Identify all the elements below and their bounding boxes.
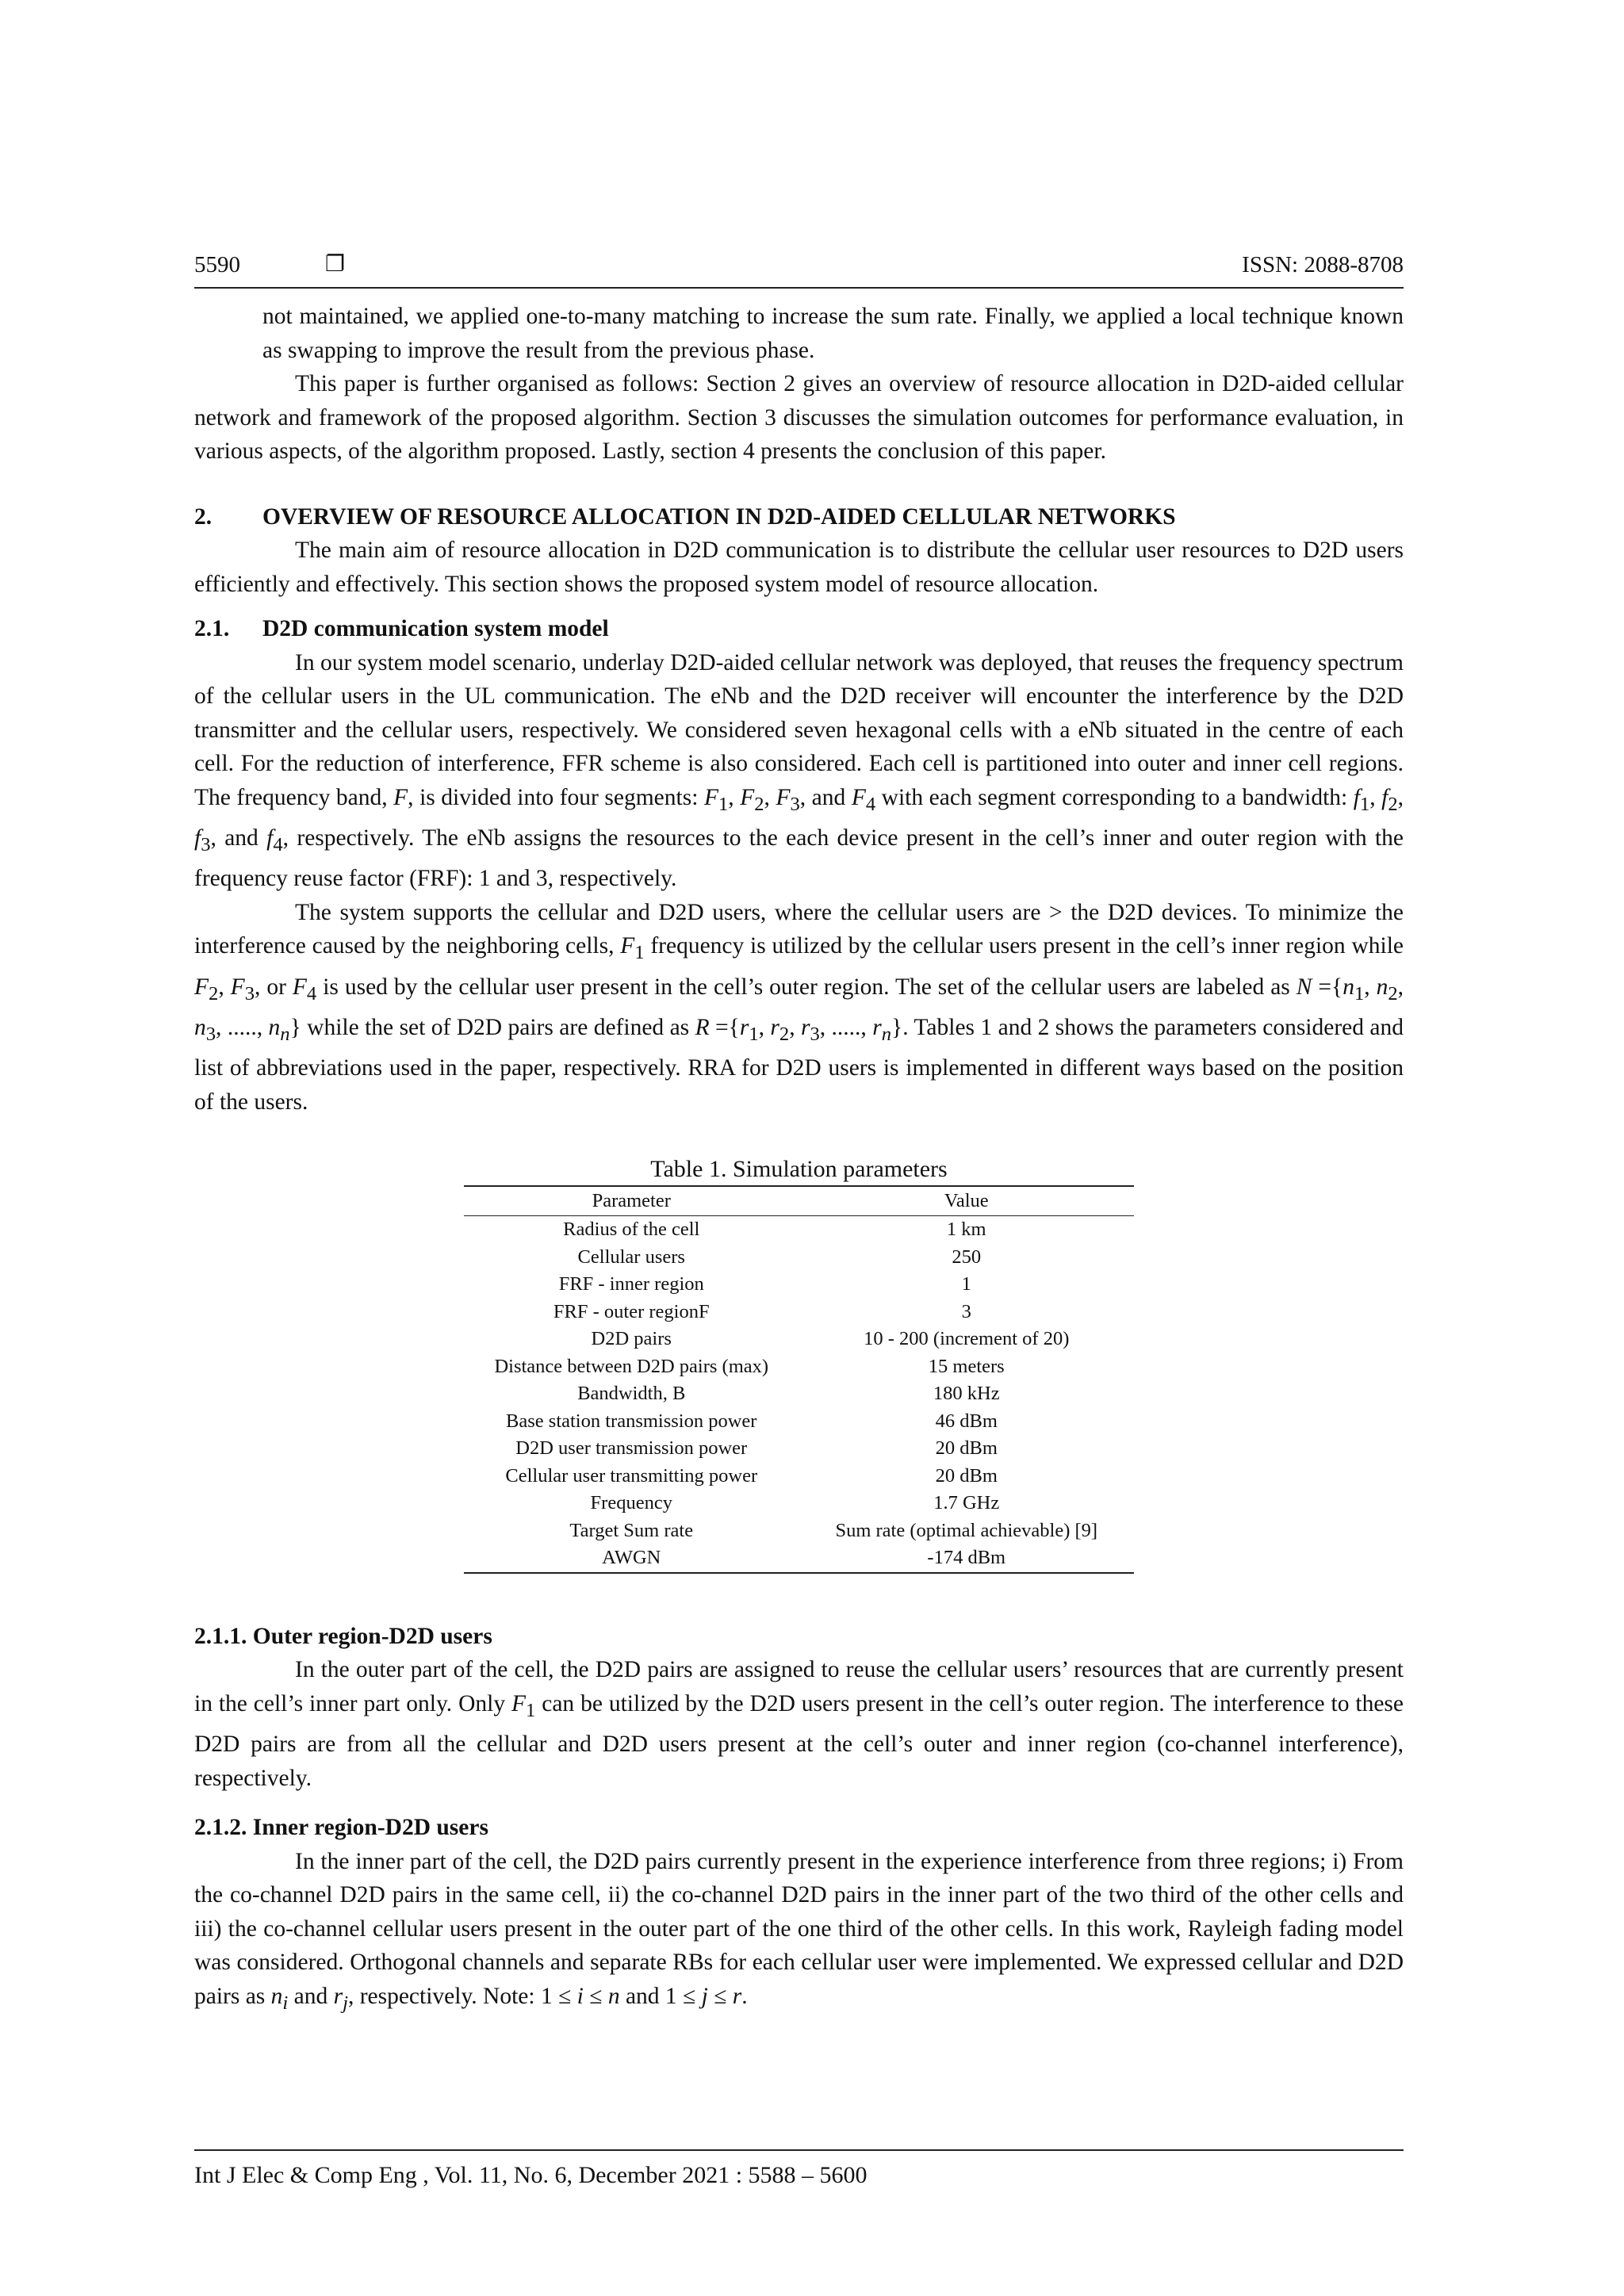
value-cell: 46 dBm [935,1410,998,1432]
table-row [464,1490,1134,1517]
subsubsection-heading: 2.1.1. Outer region-D2D users [194,1623,492,1649]
parameter-cell: Bandwidth, B [577,1383,686,1405]
page [194,252,1404,2020]
subsection-title: D2D communication system model [262,616,609,641]
value-cell: Sum rate (optimal achievable) [9] [835,1519,1098,1541]
page-footer [194,2149,1404,2189]
body-text [194,300,1404,2020]
table-row [464,1544,1134,1573]
box-icon: ❐ [325,251,346,277]
value-cell: 20 dBm [935,1464,998,1487]
table-caption: Table 1. Simulation parameters [650,1156,948,1183]
issn: ISSN: 2088-8708 [1242,252,1404,277]
parameter-cell: Target Sum rate [569,1519,694,1541]
table-row [464,1299,1134,1326]
parameter-cell: Cellular users [577,1246,685,1268]
value-cell: 20 dBm [935,1437,998,1460]
paragraph: The system supports the cellular and D2D users, where the cellular users are > the D2D devices. To minimize the interference caused by the neighboring cells, $F_1$ frequency is utilized by the cellular users present in the cell’s inner region while $F_2$, $F_3$, or $F_4$ is used by the cellular user present in the cell’s outer region. The set of the cellular users are labeled as $N =\{n_1$, $n_2$, $n_3$, ....., $n_n$} while the set of D2D pairs are defined as $R =\{r_1$, $r_2$, $r_3$, ....., $r_n$}. Tables 1 and 2 shows the parameters considered and list of abbreviations used in the paper, respectively. RRA for D2D users is implemented in different ways based on the position of the users. [194,899,1404,1115]
table-row [464,1244,1134,1272]
subsection-number: 2.1. [194,616,230,641]
paragraph: In our system model scenario, underlay D2D-aided cellular network was deployed, that reuses the frequency spectrum of the cellular users in the UL communication. The eNb and the D2D receiver will encounter the interference by the D2D transmitter and the cellular users, respectively. We considered seven hexagonal cells with a eNb situated in the centre of each cell. For the reduction of interference, FFR scheme is also considered. Each cell is partitioned into outer and inner cell regions. The frequency band, F, is divided into four segments: $F_1$, $F_2$, $F_3$, and $F_4$ with each segment corresponding to a bandwidth: $f_1$, $f_2$, $f_3$, and $f_4$, respectively. The eNb assigns the resources to the each device present in the cell’s inner and outer region with the frequency reuse factor (FRF): 1 and 3, respectively. [194,649,1404,892]
table-row [464,1435,1134,1463]
table-header-row [464,1186,1134,1216]
table-row [464,1326,1134,1353]
column-header: Value [799,1186,1135,1216]
parameter-cell: Radius of the cell [563,1219,700,1241]
parameter-cell: Cellular user transmitting power [505,1464,758,1487]
subsection-heading [194,612,1404,646]
paragraph: not maintained, we applied one-to-many matching to increase the sum rate. Finally, we applied a local technique known as swapping to improve the result from the previous phase. [262,304,1404,363]
parameter-cell: FRF - outer regionF [553,1300,710,1322]
table-row [464,1271,1134,1299]
simulation-parameters-table [464,1185,1134,1574]
paragraph: The main aim of resource allocation in D2D communication is to distribute the cellular user resources to D2D users efficiently and effectively. This section shows the proposed system model of resource allocation. [194,538,1404,597]
section-title: OVERVIEW OF RESOURCE ALLOCATION IN D2D-AIDED CELLULAR NETWORKS [262,503,1176,530]
paragraph: In the outer part of the cell, the D2D pairs are assigned to reuse the cellular users’ resources that are currently present in the cell’s inner part only. Only $F_1$ can be utilized by the D2D users present in the cell’s outer region. The interference to these D2D pairs are from all the cellular and D2D users present at the cell’s outer and inner region (co-channel interference), respectively. [194,1657,1404,1791]
value-cell: 250 [952,1246,982,1268]
section-heading [194,500,1404,534]
table-row [464,1216,1134,1244]
parameter-cell: FRF - inner region [558,1273,704,1295]
parameter-cell: AWGN [464,1544,799,1573]
parameter-cell: Base station transmission power [506,1410,757,1432]
value-cell: 3 [961,1300,971,1322]
table-row [464,1517,1134,1545]
value-cell: 15 meters [928,1355,1005,1377]
table-row [464,1380,1134,1408]
paragraph: In the inner part of the cell, the D2D pairs currently present in the experience interference from three regions; i) From the co-channel D2D pairs in the same cell, ii) the co-channel D2D pairs in the inner part of the two third of the other cells and iii) the co-channel cellular users present in the outer part of the one third of the other cells. In this work, Rayleigh fading model was considered. Orthogonal channels and separate RBs for each cellular user were implemented. We expressed cellular and D2D pairs as $n_i$ and $r_j$, respectively. Note: 1 ≤ i ≤ n and 1 ≤ j ≤ r. [194,1848,1404,2014]
table-row [464,1353,1134,1381]
value-cell: 1 km [946,1219,986,1241]
column-header: Parameter [464,1186,799,1216]
table-row [464,1463,1134,1490]
subsubsection-heading: 2.1.2. Inner region-D2D users [194,1815,488,1841]
parameter-cell: Distance between D2D pairs (max) [494,1355,769,1377]
page-header [194,252,1404,289]
parameter-cell: Frequency [590,1492,672,1514]
parameter-cell: D2D pairs [591,1328,672,1350]
value-cell: 180 kHz [933,1383,1000,1405]
value-cell: 10 - 200 (increment of 20) [864,1328,1070,1350]
parameter-cell: D2D user transmission power [515,1437,748,1460]
section-number: 2. [194,503,213,530]
page-number: 5590 [194,252,240,277]
journal-citation: Int J Elec & Comp Eng , Vol. 11, No. 6, December 2021 : 5588 – 5600 [194,2162,868,2188]
paragraph: This paper is further organised as follows: Section 2 gives an overview of resource allocation in D2D-aided cellular network and framework of the proposed algorithm. Section 3 discusses the simulation outcomes for performance evaluation, in various aspects, of the algorithm proposed. Lastly, section 4 presents the conclusion of this paper. [194,371,1404,464]
table-row [464,1408,1134,1436]
value-cell: 1 [961,1273,971,1295]
value-cell: -174 dBm [799,1544,1135,1573]
value-cell: 1.7 GHz [933,1492,1000,1514]
